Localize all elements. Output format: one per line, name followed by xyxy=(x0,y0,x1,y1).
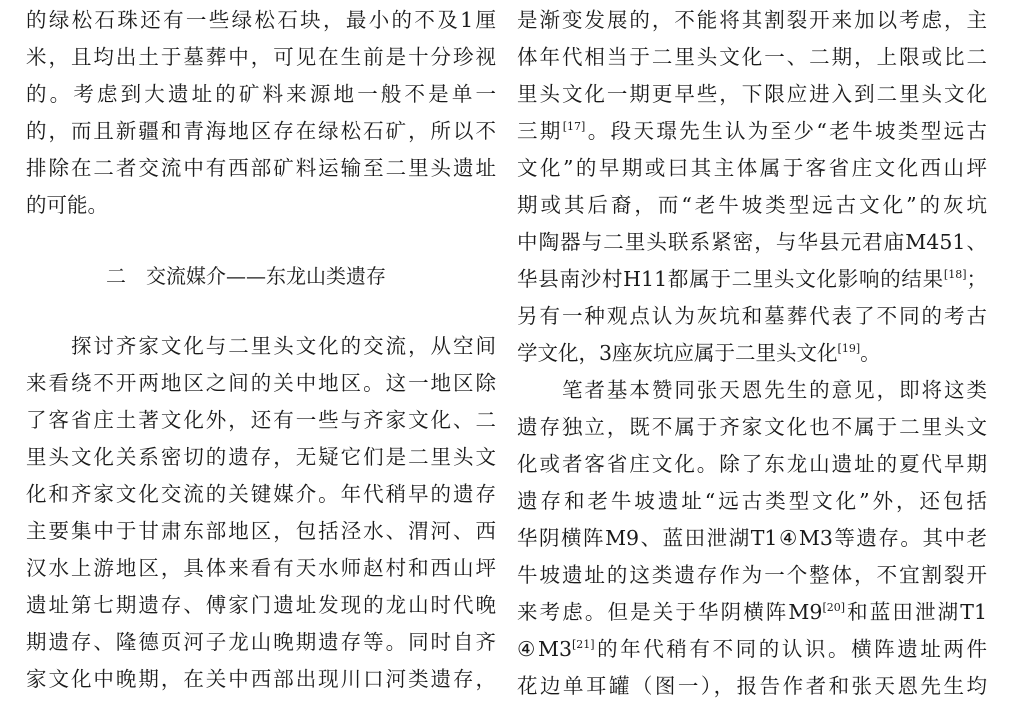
paragraph-line: 里头文化一期更早些，下限应进入到二里头文化 xyxy=(517,82,987,106)
paragraph-line: 花边单耳罐（图一），报告作者和张天恩先生均 xyxy=(517,674,987,698)
paragraph-line: 体年代相当于二里头文化一、二期，上限或比二 xyxy=(517,45,987,69)
paragraph-line: 期或其后裔，而“老牛坡类型远古文化”的灰坑 xyxy=(517,193,987,217)
paragraph-line: 遗存和老牛坡遗址“远古类型文化”外，还包括 xyxy=(517,489,987,513)
paragraph-line: 中陶器与二里头联系紧密，与华县元君庙M451、 xyxy=(517,230,987,254)
paragraph-line: 米，且均出土于墓葬中，可见在生前是十分珍视 xyxy=(26,45,496,69)
paragraph-line: 家文化中晚期，在关中西部出现川口河类遗存， xyxy=(26,667,496,691)
text-run: ④M3 xyxy=(517,637,572,661)
paragraph-line xyxy=(517,261,987,298)
text-run: 的年代稍有不同的认识。横阵遗址两件 xyxy=(594,637,987,661)
citation-ref[interactable]: [19] xyxy=(837,342,861,356)
paragraph-line: 期遗存、隆德页河子龙山晚期遗存等。同时自齐 xyxy=(26,630,496,654)
paragraph-line: 遗址第七期遗存、傅家门遗址发现的龙山时代晚 xyxy=(26,593,496,617)
paragraph-line: 来看绕不开两地区之间的关中地区。这一地区除 xyxy=(26,371,496,395)
paragraph-line: 的可能。 xyxy=(26,193,108,217)
paragraph-line: 汉水上游地区，具体来看有天水师赵村和西山坪 xyxy=(26,556,496,580)
paragraph-line: 笔者基本赞同张天恩先生的意见，即将这类 xyxy=(517,378,987,402)
paragraph-line: 主要集中于甘肃东部地区，包括泾水、渭河、西 xyxy=(26,519,496,543)
text-run: ； xyxy=(966,267,987,291)
paragraph-line: 探讨齐家文化与二里头文化的交流，从空间 xyxy=(26,334,496,358)
paragraph-line: 遗存独立，既不属于齐家文化也不属于二里头文 xyxy=(517,415,987,439)
paragraph-line: 化和齐家文化交流的关键媒介。年代稍早的遗存 xyxy=(26,482,496,506)
paragraph-line: 了客省庄土著文化外，还有一些与齐家文化、二 xyxy=(26,408,496,432)
paragraph-line: 排除在二者交流中有西部矿料运输至二里头遗址 xyxy=(26,156,496,180)
text-run: 华县南沙村H11都属于二里头文化影响的结果 xyxy=(517,267,944,291)
citation-ref[interactable]: [18] xyxy=(943,268,967,282)
paragraph-line: 的绿松石珠还有一些绿松石块，最小的不及1厘 xyxy=(26,8,496,32)
text-run: 来考虑。但是关于华阴横阵M9 xyxy=(517,600,823,624)
paragraph-line: 另有一种观点认为灰坑和墓葬代表了不同的考古 xyxy=(517,304,987,328)
paragraph-line: 的，而且新疆和青海地区存在绿松石矿，所以不 xyxy=(26,119,496,143)
paragraph-line: 里头文化关系密切的遗存，无疑它们是二里头文 xyxy=(26,445,496,469)
paragraph-line: 华阴横阵M9、蓝田泄湖T1④M3等遗存。其中老 xyxy=(517,526,987,550)
text-run: 三期 xyxy=(517,119,563,143)
paragraph-line: 是渐变发展的，不能将其割裂开来加以考虑，主 xyxy=(517,8,987,32)
text-run: 和蓝田泄湖T1 xyxy=(845,600,987,624)
section-heading: 二 交流媒介——东龙山类遗存 xyxy=(106,264,386,288)
text-run: 。 xyxy=(860,341,881,365)
citation-ref[interactable]: [21] xyxy=(572,638,595,652)
paragraph-line: 化或者客省庄文化。除了东龙山遗址的夏代早期 xyxy=(517,452,987,476)
paragraph-line: 的。考虑到大遗址的矿料来源地一般不是单一 xyxy=(26,82,496,106)
paragraph-line: 牛坡遗址的这类遗存作为一个整体，不宜割裂开 xyxy=(517,563,987,587)
text-run: 学文化，3座灰坑应属于二里头文化 xyxy=(517,341,838,365)
paragraph-line xyxy=(517,113,987,150)
citation-ref[interactable]: [17] xyxy=(562,120,586,134)
paragraph-line xyxy=(517,631,987,668)
paragraph-line xyxy=(517,594,987,631)
citation-ref[interactable]: [20] xyxy=(822,601,846,615)
paragraph-line: 文化”的早期或曰其主体属于客省庄文化西山坪 xyxy=(517,156,987,180)
paragraph-line xyxy=(517,335,987,372)
text-run: 。段天璟先生认为至少“老牛坡类型远古 xyxy=(585,119,988,143)
